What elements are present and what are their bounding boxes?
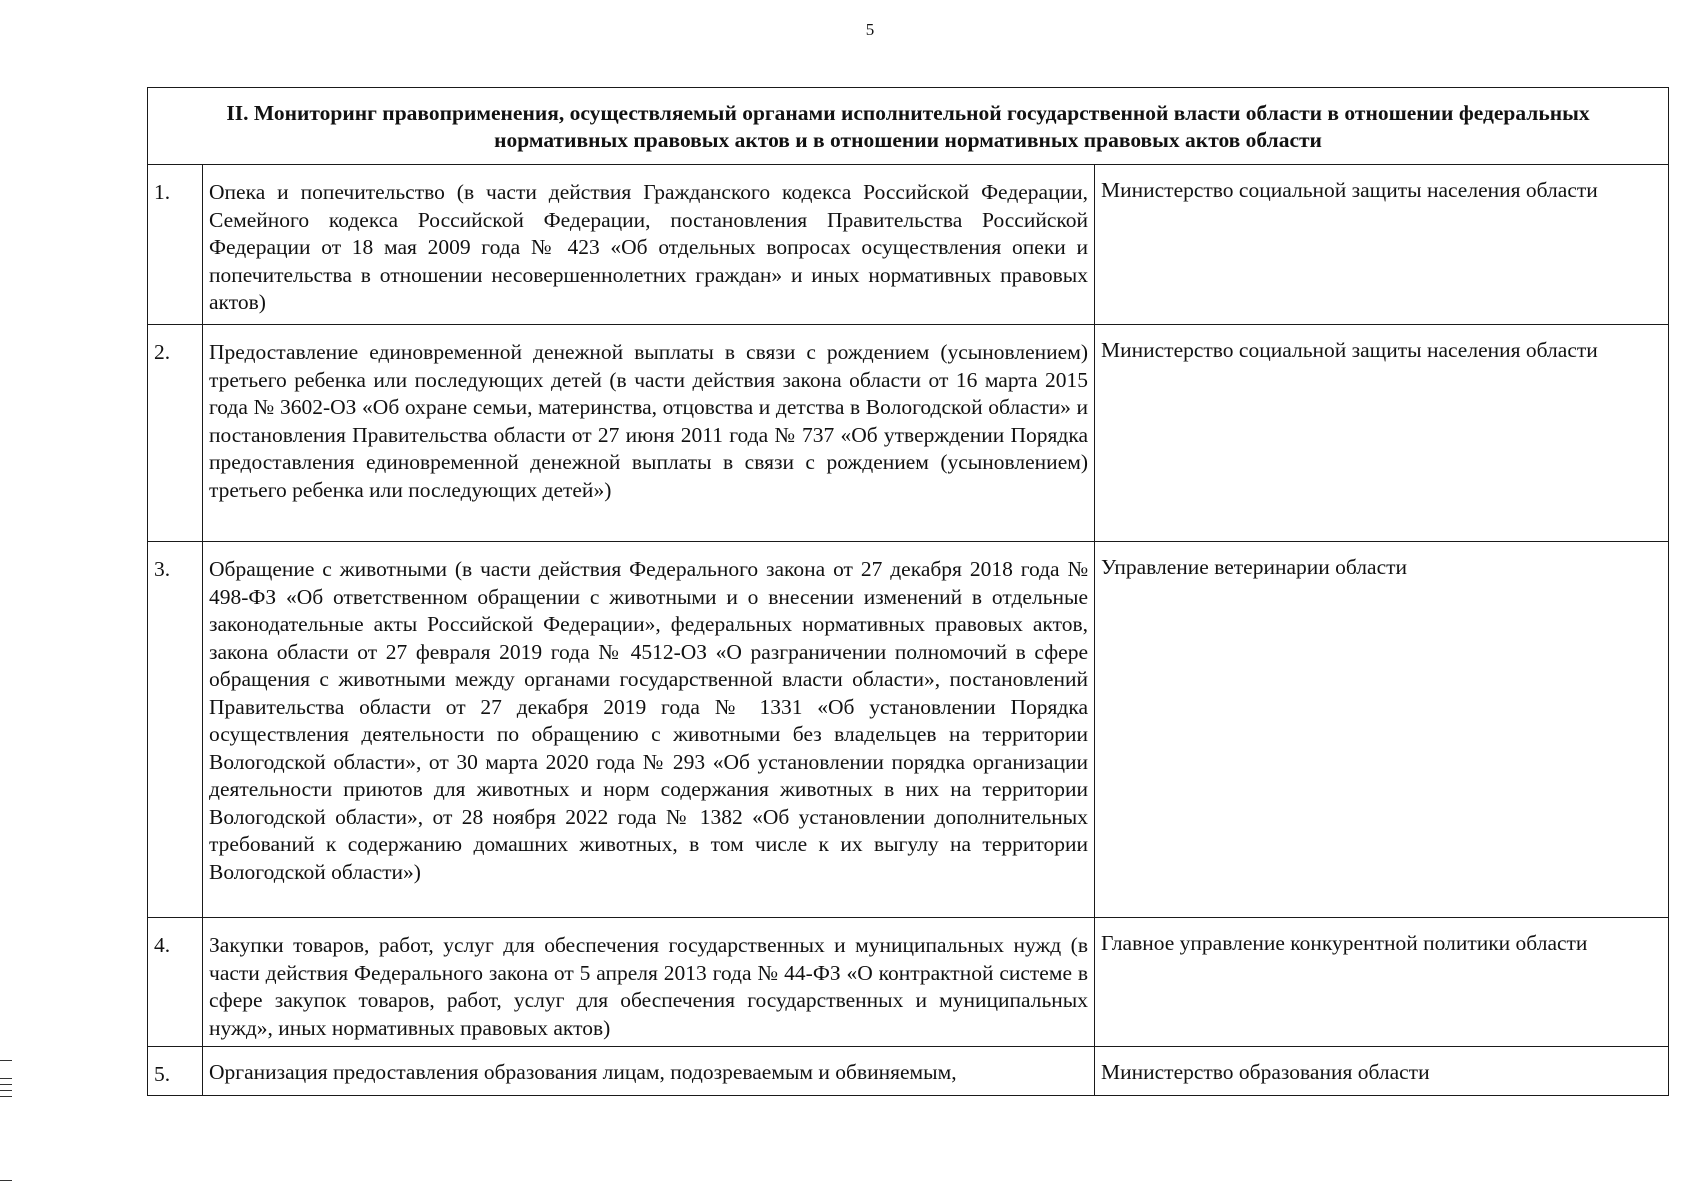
row-description: Закупки товаров, работ, услуг для обеспечения государственных и муниципальных нужд (в части действия Федерального закона от 5 апреля 2013 года № 44-ФЗ «О контрактной системе в сфере закупок товаров, работ, услуг для обеспечения государственных и муниципальных нужд», иных нормативных правовых актов) xyxy=(203,918,1095,1047)
row-number: 4. xyxy=(148,918,203,1047)
page-number: 5 xyxy=(865,20,875,39)
section-header-row xyxy=(148,88,1669,165)
table-row xyxy=(148,165,1669,325)
row-number: 1. xyxy=(148,165,203,325)
row-description: Организация предоставления образования лицам, подозреваемым и обвиняемым, xyxy=(203,1047,1095,1096)
row-responsible: Управление ветеринарии области xyxy=(1095,542,1669,918)
table-row xyxy=(148,542,1669,918)
row-responsible: Главное управление конкурентной политики области xyxy=(1095,918,1669,1047)
scan-mark xyxy=(0,1078,12,1079)
scan-mark xyxy=(0,1180,12,1181)
scan-mark xyxy=(0,1090,12,1091)
row-responsible: Министерство социальной защиты населения области xyxy=(1095,165,1669,325)
monitoring-table xyxy=(147,87,1669,1096)
row-number: 3. xyxy=(148,542,203,918)
scan-mark xyxy=(0,1060,12,1061)
row-number: 2. xyxy=(148,325,203,542)
section-title: II. Мониторинг правоприменения, осуществляемый органами исполнительной государственной власти области в отношении федеральных нормативных правовых актов и в отношении нормативных правовых актов области xyxy=(148,88,1669,165)
row-responsible: Министерство социальной защиты населения области xyxy=(1095,325,1669,542)
row-description: Опека и попечительство (в части действия Гражданского кодекса Российской Федерации, Семейного кодекса Российской Федерации, постановления Правительства Российской Федерации от 18 мая 2009 года № 423 «Об отдельных вопросах осуществления опеки и попечительства в отношении несовершеннолетних граждан» и иных нормативных правовых актов) xyxy=(203,165,1095,325)
row-description: Предоставление единовременной денежной выплаты в связи с рождением (усыновлением) третьего ребенка или последующих детей (в части действия закона области от 16 марта 2015 года № 3602-ОЗ «Об охране семьи, материнства, отцовства и детства в Вологодской области» и постановления Правительства области от 27 июня 2011 года № 737 «Об утверждении Порядка предоставления единовременной денежной выплаты в связи с рождением (усыновлением) третьего ребенка или последующих детей») xyxy=(203,325,1095,542)
scan-mark xyxy=(0,1084,12,1085)
scan-mark xyxy=(0,1096,12,1097)
table-row xyxy=(148,918,1669,1047)
row-number: 5. xyxy=(148,1047,203,1096)
row-responsible: Министерство образования области xyxy=(1095,1047,1669,1096)
table-row xyxy=(148,1047,1669,1096)
table-row xyxy=(148,325,1669,542)
row-description: Обращение с животными (в части действия Федерального закона от 27 декабря 2018 года № 498-ФЗ «Об ответственном обращении с животными и о внесении изменений в отдельные законодательные акты Российской Федерации», федеральных нормативных правовых актов, закона области от 27 февраля 2019 года № 4512-ОЗ «О разграничении полномочий в сфере обращения с животными между органами государственной власти области», постановлений Правительства области от 27 декабря 2019 года № 1331 «Об установлении Порядка осуществления деятельности по обращению с животными без владельцев на территории Вологодской области», от 30 марта 2020 года № 293 «Об установлении порядка организации деятельности приютов для животных и норм содержания животных в них на территории Вологодской области», от 28 ноября 2022 года № 1382 «Об установлении дополнительных требований к содержанию домашних животных, в том числе к их выгулу на территории Вологодской области») xyxy=(203,542,1095,918)
